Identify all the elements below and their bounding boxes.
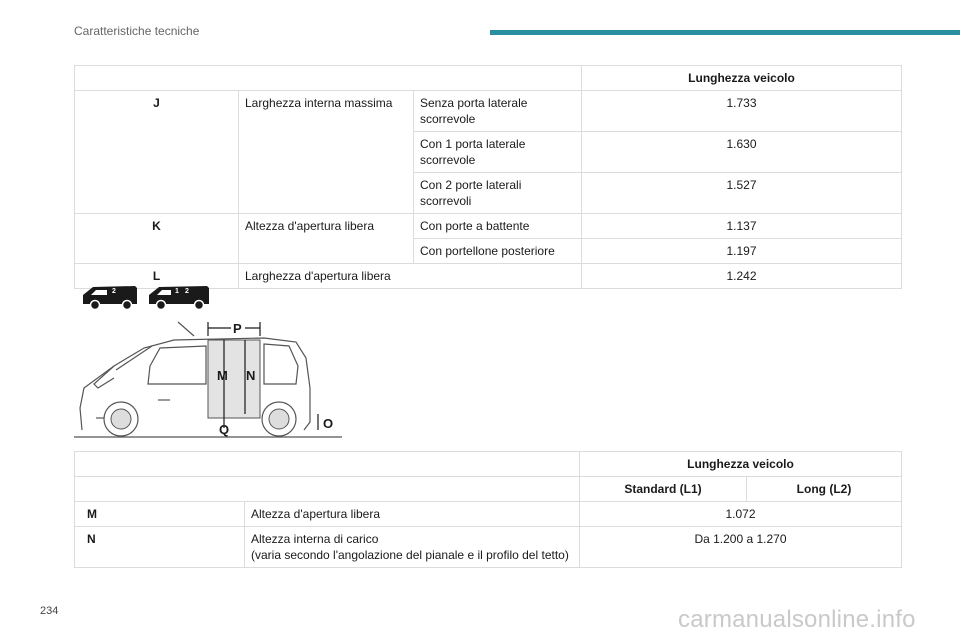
dimension-label-q: Q bbox=[219, 422, 230, 437]
internal-dimensions-table bbox=[74, 65, 902, 289]
dimension-label-o: O bbox=[323, 416, 334, 431]
watermark: carmanualsonline.info bbox=[678, 606, 916, 633]
header-empty-cell bbox=[75, 66, 582, 91]
subheader-standard-l1: Standard (L1) bbox=[580, 477, 747, 502]
table-row bbox=[75, 527, 902, 568]
header-accent-bar bbox=[490, 30, 960, 35]
row-description: Altezza interna di carico (varia secondo l'angolazione del pianale e il profilo del tetto) bbox=[245, 527, 580, 568]
row-code: L bbox=[75, 264, 239, 289]
seat-count-label: 2 bbox=[185, 288, 189, 295]
seat-count-label: 2 bbox=[112, 288, 116, 295]
dimension-label-m: M bbox=[217, 368, 228, 383]
column-header-vehicle-length: Lunghezza veicolo bbox=[580, 452, 902, 477]
loading-dimensions-table bbox=[74, 451, 902, 568]
wheels bbox=[104, 402, 296, 436]
van-icon-3-seats bbox=[149, 286, 209, 310]
table-header-row bbox=[75, 452, 902, 477]
row-value: 1.630 bbox=[582, 132, 902, 173]
van-dimensions-diagram bbox=[74, 318, 342, 444]
row-code: N bbox=[75, 527, 245, 568]
row-detail: Senza porta laterale scorrevole bbox=[414, 91, 582, 132]
page-number: 234 bbox=[40, 605, 59, 617]
row-value: 1.072 bbox=[580, 502, 902, 527]
table-header-row bbox=[75, 66, 902, 91]
row-description: Altezza d'apertura libera bbox=[245, 502, 580, 527]
row-value: 1.242 bbox=[582, 264, 902, 289]
row-detail: Con portellone posteriore bbox=[414, 239, 582, 264]
subheader-long-l2: Long (L2) bbox=[747, 477, 902, 502]
row-value: 1.527 bbox=[582, 173, 902, 214]
header-empty-cell bbox=[75, 477, 580, 502]
table-subheader-row bbox=[75, 477, 902, 502]
seat-count-label: 1 bbox=[175, 288, 179, 295]
row-description: Larghezza interna massima bbox=[239, 91, 414, 214]
section-title: Caratteristiche tecniche bbox=[74, 24, 200, 38]
row-detail: Con porte a battente bbox=[414, 214, 582, 239]
row-description: Larghezza d'apertura libera bbox=[239, 264, 582, 289]
row-detail: Con 2 porte laterali scorrevoli bbox=[414, 173, 582, 214]
van-variant-icons bbox=[81, 282, 211, 312]
row-description: Altezza d'apertura libera bbox=[239, 214, 414, 264]
van-icon-2-seats bbox=[83, 286, 137, 310]
row-value: 1.733 bbox=[582, 91, 902, 132]
row-detail: Con 1 porta laterale scorrevole bbox=[414, 132, 582, 173]
column-header-vehicle-length: Lunghezza veicolo bbox=[582, 66, 902, 91]
dimension-label-n: N bbox=[246, 368, 256, 383]
row-code: K bbox=[75, 214, 239, 264]
header-empty-cell bbox=[75, 452, 580, 477]
row-code: M bbox=[75, 502, 245, 527]
row-value: Da 1.200 a 1.270 bbox=[580, 527, 902, 568]
dimension-label-p: P bbox=[233, 321, 242, 336]
table-row bbox=[75, 214, 902, 239]
table-row bbox=[75, 91, 902, 132]
row-value: 1.197 bbox=[582, 239, 902, 264]
table-row bbox=[75, 502, 902, 527]
row-value: 1.137 bbox=[582, 214, 902, 239]
row-code: J bbox=[75, 91, 239, 214]
